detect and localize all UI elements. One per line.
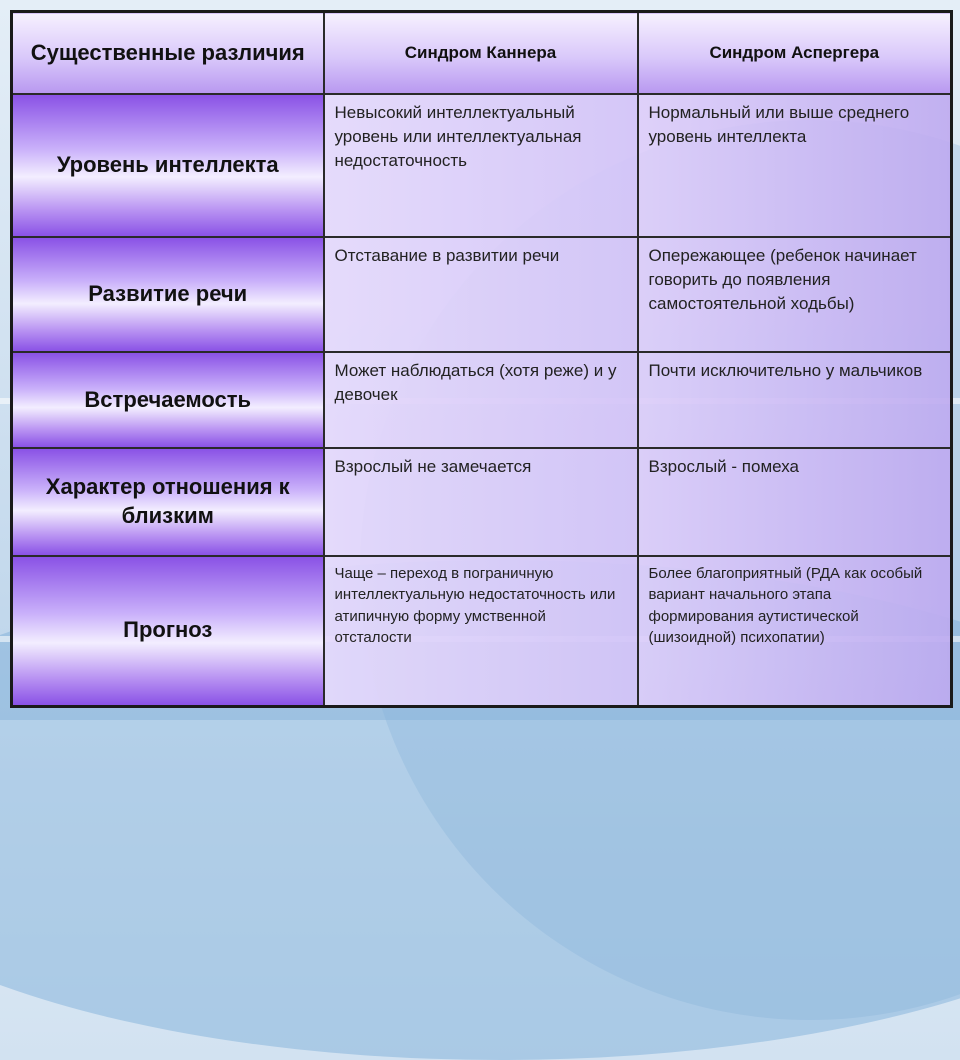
table-row bbox=[12, 94, 952, 237]
asperger-cell: Взрослый - помеха bbox=[638, 448, 952, 556]
header-asperger: Синдром Аспергера bbox=[638, 12, 952, 95]
kanner-cell: Чаще – переход в пограничную интеллектуальную недостаточность или атипичную форму умственной отсталости bbox=[324, 556, 638, 706]
asperger-cell: Опережающее (ребенок начинает говорить до появления самостоятельной ходьбы) bbox=[638, 237, 952, 352]
kanner-cell: Может наблюдаться (хотя реже) и у девочек bbox=[324, 352, 638, 448]
table-header-row bbox=[12, 12, 952, 95]
kanner-cell: Невысокий интеллектуальный уровень или интеллектуальная недостаточность bbox=[324, 94, 638, 237]
row-label: Встречаемость bbox=[12, 352, 324, 448]
row-label: Уровень интеллекта bbox=[12, 94, 324, 237]
kanner-cell: Взрослый не замечается bbox=[324, 448, 638, 556]
asperger-cell: Более благоприятный (РДА как особый вариант начального этапа формирования аутистической (шизоидной) психопатии) bbox=[638, 556, 952, 706]
asperger-cell: Нормальный или выше среднего уровень интеллекта bbox=[638, 94, 952, 237]
table-row bbox=[12, 352, 952, 448]
header-kanner: Синдром Каннера bbox=[324, 12, 638, 95]
table-row bbox=[12, 237, 952, 352]
table-row bbox=[12, 448, 952, 556]
row-label: Прогноз bbox=[12, 556, 324, 706]
kanner-cell: Отставание в развитии речи bbox=[324, 237, 638, 352]
row-label: Развитие речи bbox=[12, 237, 324, 352]
table-row bbox=[12, 556, 952, 706]
row-label: Характер отношения к близким bbox=[12, 448, 324, 556]
asperger-cell: Почти исключительно у мальчиков bbox=[638, 352, 952, 448]
comparison-table bbox=[10, 10, 953, 708]
header-differences: Существенные различия bbox=[12, 12, 324, 95]
